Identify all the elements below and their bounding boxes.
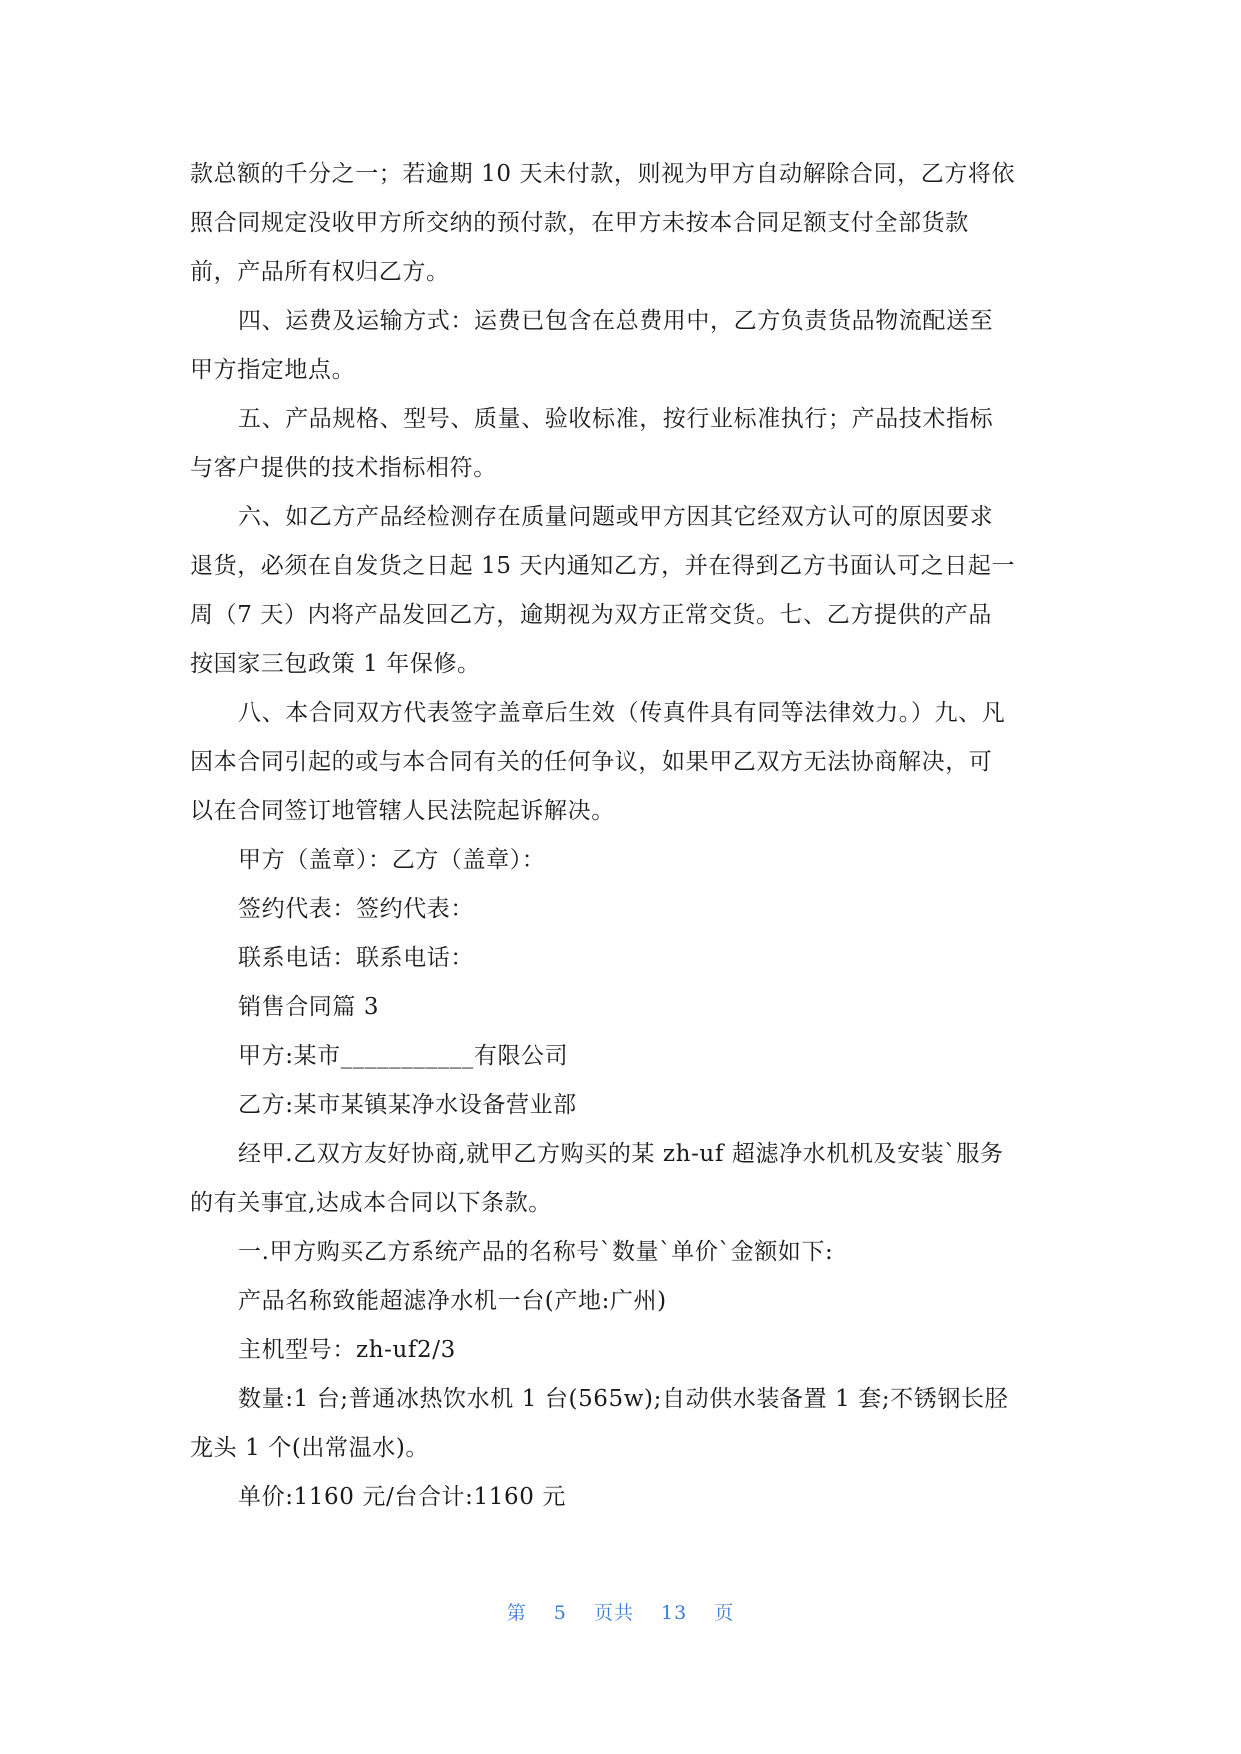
clause-4-line: 四、运费及运输方式：运费已包含在总费用中，乙方负责货品物流配送至 xyxy=(238,308,994,334)
price-line: 单价:1160 元/台合计:1160 元 xyxy=(238,1484,566,1510)
paragraph-line: 与客户提供的技术指标相符。 xyxy=(190,455,497,481)
clause-6-line: 六、如乙方产品经检测存在质量问题或甲方因其它经双方认可的原因要求 xyxy=(238,504,994,530)
paragraph-line: 按国家三包政策 1 年保修。 xyxy=(190,651,481,677)
section-heading: 销售合同篇 3 xyxy=(238,994,380,1020)
clause-8-line: 八、本合同双方代表签字盖章后生效（传真件具有同等法律效力。）九、凡 xyxy=(238,700,1006,726)
page-label-mid: 页共 xyxy=(593,1602,634,1624)
clause-5-line: 五、产品规格、型号、质量、验收标准，按行业标准执行；产品技术指标 xyxy=(238,406,994,432)
signature-representative-line: 签约代表：签约代表： xyxy=(238,896,474,922)
paragraph-line: 前，产品所有权归乙方。 xyxy=(190,259,450,285)
quantity-line: 数量:1 台;普通冰热饮水机 1 台(565w);自动供水装备置 1 套;不锈钢长胫 xyxy=(238,1386,1009,1412)
total-pages: 13 xyxy=(661,1602,688,1624)
product-name-line: 产品名称致能超滤净水机一台(产地:广州) xyxy=(238,1288,667,1314)
paragraph-line: 照合同规定没收甲方所交纳的预付款，在甲方未按本合同足额支付全部货款 xyxy=(190,210,969,236)
party-a-line: 甲方:某市___________有限公司 xyxy=(238,1043,569,1069)
page-number: 5 xyxy=(553,1602,567,1624)
paragraph-line: 退货，必须在自发货之日起 15 天内通知乙方，并在得到乙方书面认可之日起一 xyxy=(190,553,1016,579)
document-body xyxy=(190,150,1060,1522)
paragraph-line: 龙头 1 个(出常温水)。 xyxy=(190,1435,430,1461)
paragraph-line: 甲方指定地点。 xyxy=(190,357,356,383)
page-footer xyxy=(0,1598,1241,1625)
paragraph-line: 以在合同签订地管辖人民法院起诉解决。 xyxy=(190,798,615,824)
preamble-line: 经甲.乙双方友好协商,就甲乙方购买的某 zh-uf 超滤净水机机及安装`服务 xyxy=(238,1141,1004,1167)
signature-seal-line: 甲方（盖章）：乙方（盖章）： xyxy=(238,847,546,873)
paragraph-line: 因本合同引起的或与本合同有关的任何争议，如果甲乙双方无法协商解决，可 xyxy=(190,749,993,775)
paragraph-line: 款总额的千分之一；若逾期 10 天未付款，则视为甲方自动解除合同，乙方将依 xyxy=(190,161,1016,187)
paragraph-line: 的有关事宜,达成本合同以下条款。 xyxy=(190,1190,552,1216)
clause-1-line: 一.甲方购买乙方系统产品的名称号`数量`单价`金额如下: xyxy=(238,1239,834,1265)
signature-phone-line: 联系电话：联系电话： xyxy=(238,945,474,971)
paragraph-line: 周（7 天）内将产品发回乙方，逾期视为双方正常交货。七、乙方提供的产品 xyxy=(190,602,992,628)
model-line: 主机型号：zh-uf2/3 xyxy=(238,1337,456,1363)
page-label-suffix: 页 xyxy=(714,1602,735,1624)
party-b-line: 乙方:某市某镇某净水设备营业部 xyxy=(238,1092,577,1118)
page-label-prefix: 第 xyxy=(506,1602,527,1624)
